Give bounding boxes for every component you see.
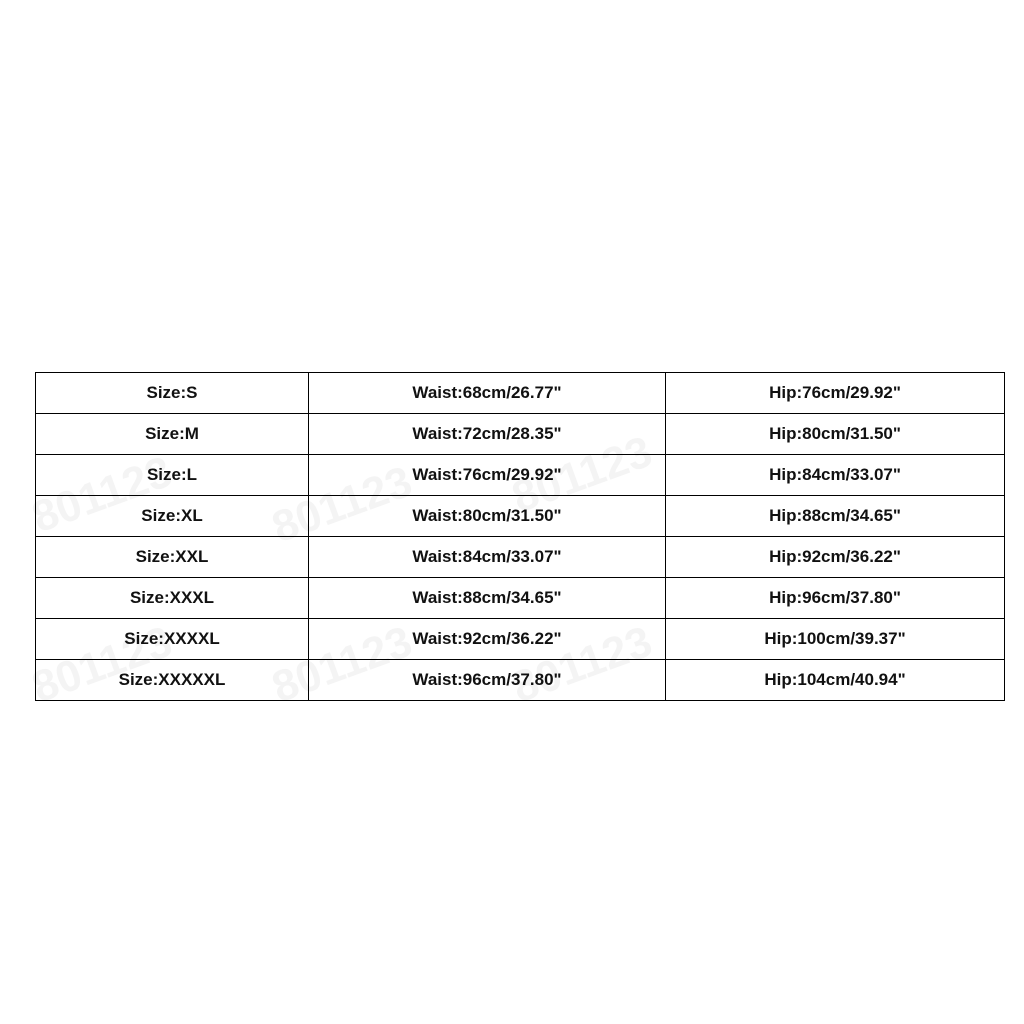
size-cell: Size:XXXXXL [36,660,309,701]
size-cell: Size:M [36,414,309,455]
waist-cell: Waist:76cm/29.92" [309,455,666,496]
size-cell: Size:XXXL [36,578,309,619]
waist-cell: Waist:88cm/34.65" [309,578,666,619]
table-row [36,455,1005,496]
size-cell: Size:S [36,373,309,414]
table-row [36,414,1005,455]
size-chart-table [35,372,1005,701]
hip-cell: Hip:104cm/40.94" [666,660,1005,701]
waist-cell: Waist:80cm/31.50" [309,496,666,537]
table-row [36,496,1005,537]
waist-cell: Waist:72cm/28.35" [309,414,666,455]
table-row [36,373,1005,414]
hip-cell: Hip:76cm/29.92" [666,373,1005,414]
hip-cell: Hip:96cm/37.80" [666,578,1005,619]
size-cell: Size:XXL [36,537,309,578]
hip-cell: Hip:80cm/31.50" [666,414,1005,455]
table-row [36,578,1005,619]
waist-cell: Waist:92cm/36.22" [309,619,666,660]
size-cell: Size:XXXXL [36,619,309,660]
waist-cell: Waist:84cm/33.07" [309,537,666,578]
waist-cell: Waist:68cm/26.77" [309,373,666,414]
table-row [36,619,1005,660]
size-cell: Size:XL [36,496,309,537]
waist-cell: Waist:96cm/37.80" [309,660,666,701]
hip-cell: Hip:84cm/33.07" [666,455,1005,496]
size-cell: Size:L [36,455,309,496]
hip-cell: Hip:92cm/36.22" [666,537,1005,578]
hip-cell: Hip:100cm/39.37" [666,619,1005,660]
table-row [36,660,1005,701]
hip-cell: Hip:88cm/34.65" [666,496,1005,537]
table-row [36,537,1005,578]
